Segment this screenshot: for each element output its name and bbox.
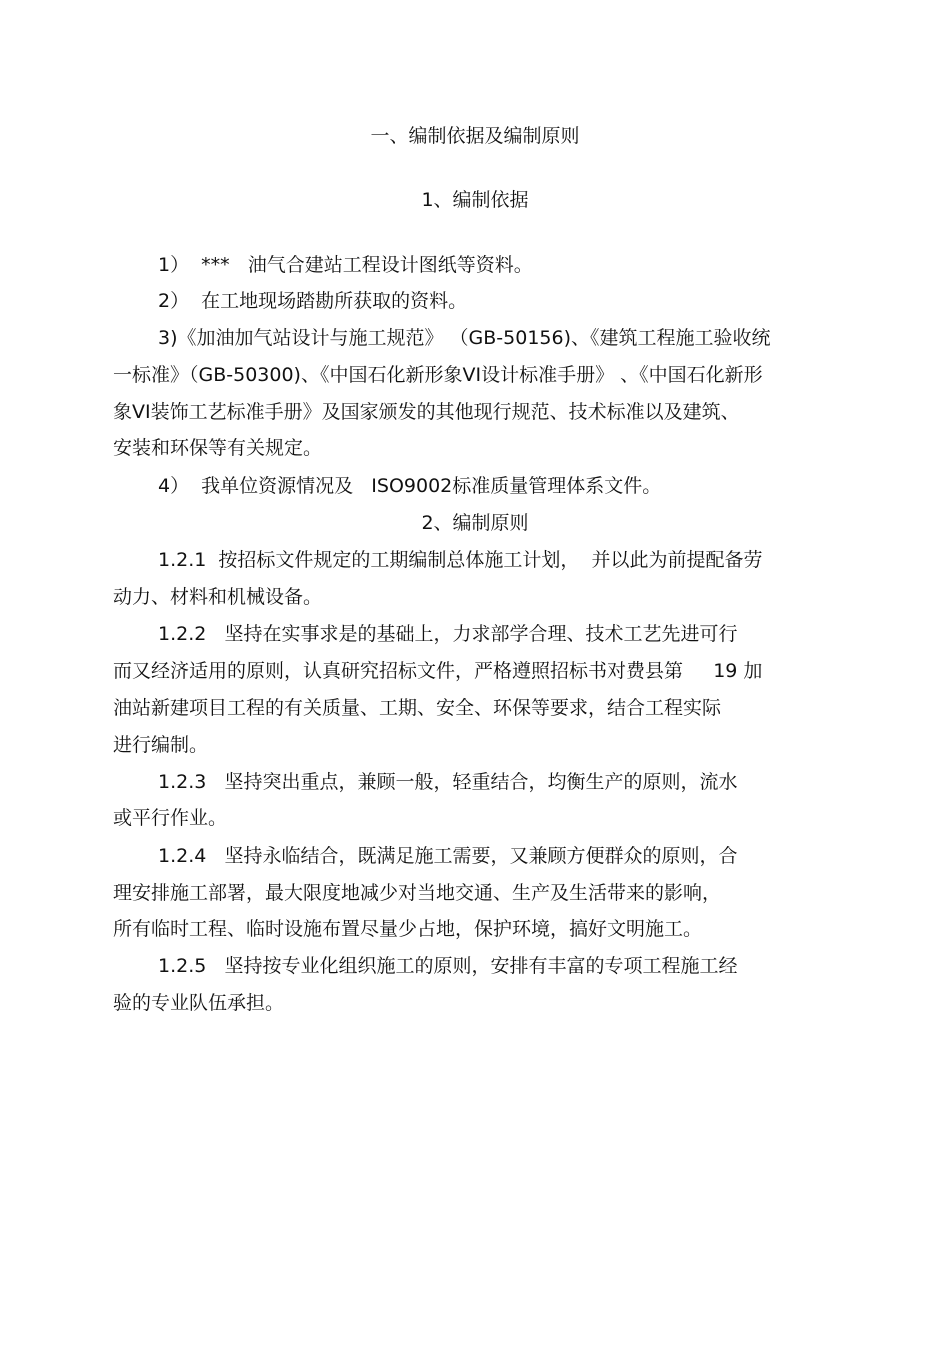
principle-1-line-2: 动力、材料和机械设备。 [113,586,323,608]
basis-item-4: 4） 我单位资源情况及 ISO9002标准质量管理体系文件。 [158,475,662,497]
basis-item-2: 2） 在工地现场踏勘所获取的资料。 [158,290,468,312]
principle-2-line-3: 油站新建项目工程的有关质量、工期、安全、环保等要求，结合工程实际 [113,697,722,719]
section-heading-basis: 1、编制依据 [421,189,529,211]
basis-item-3-line-4: 安装和环保等有关规定。 [113,437,323,459]
principle-4-line-1: 1.2.4 坚持永临结合，既满足施工需要，又兼顾方便群众的原则，合 [158,845,738,867]
principle-4-line-2: 理安排施工部署，最大限度地减少对当地交通、生产及生活带来的影响， [113,882,722,904]
principle-2-line-4: 进行编制。 [113,734,209,756]
principle-3-line-1: 1.2.3 坚持突出重点，兼顾一般，轻重结合，均衡生产的原则，流水 [158,771,738,793]
section-heading-principles: 2、编制原则 [421,512,529,534]
principle-2-line-1: 1.2.2 坚持在实事求是的基础上，力求部学合理、技术工艺先进可行 [158,623,738,645]
principle-5-line-2: 验的专业队伍承担。 [113,992,285,1014]
principle-1-line-1: 1.2.1 按招标文件规定的工期编制总体施工计划， 并以此为前提配备劳 [158,549,763,571]
principle-4-line-3: 所有临时工程、临时设施布置尽量少占地，保护环境，搞好文明施工。 [113,918,703,940]
principle-5-line-1: 1.2.5 坚持按专业化组织施工的原则，安排有丰富的专项工程施工经 [158,955,738,977]
principle-2-line-2: 而又经济适用的原则，认真研究招标文件，严格遵照招标书对费县第 19 加 [113,660,763,682]
basis-item-1: 1） *** 油气合建站工程设计图纸等资料。 [158,254,533,276]
basis-item-3-line-3: 象VI装饰工艺标准手册》及国家颁发的其他现行规范、技术标准以及建筑、 [113,401,740,423]
document-title: 一、编制依据及编制原则 [370,125,580,147]
principle-3-line-2: 或平行作业。 [113,807,228,829]
basis-item-3-line-2: 一标准》（GB-50300)、《中国石化新形象VI设计标准手册》 、《中国石化新形 [113,364,763,386]
basis-item-3-line-1: 3)《加油加气站设计与施工规范》 （GB-50156)、《建筑工程施工验收统 [158,327,771,349]
